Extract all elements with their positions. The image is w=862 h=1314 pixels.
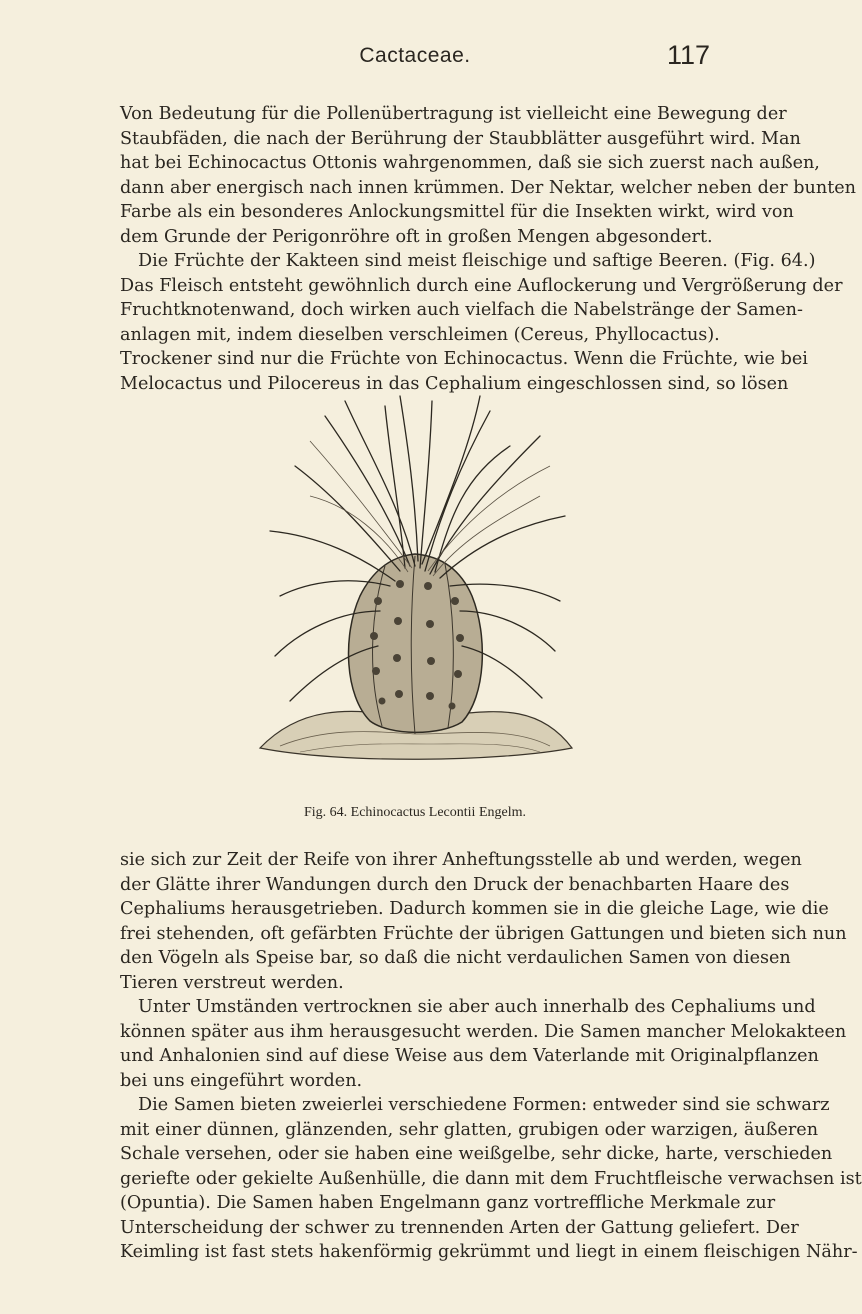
text-line: Tieren verstreut werden. <box>120 972 344 993</box>
text-line: sie sich zur Zeit der Reife von ihrer Anheftungsstelle ab und werden, wegen <box>120 850 802 870</box>
text-line: Die Samen bieten zweierlei verschiedene Formen: entweder sind sie schwarz <box>138 1095 830 1115</box>
text-line: Unter Umständen vertrocknen sie aber auch innerhalb des Cephaliums und <box>138 997 816 1017</box>
page-number: 117 <box>666 40 710 70</box>
text-line: Die Früchte der Kakteen sind meist fleischige und saftige Beeren. (Fig. 64.) <box>138 251 816 271</box>
text-line: (Opuntia). Die Samen haben Engelmann ganz vortreffliche Merkmale zur <box>120 1193 776 1213</box>
text-line: und Anhalonien sind auf diese Weise aus dem Vaterlande mit Originalpflanzen <box>120 1046 819 1066</box>
page-header <box>120 40 710 80</box>
text-line: geriefte oder gekielte Außenhülle, die dann mit dem Fruchtfleische verwachsen ist <box>120 1168 862 1189</box>
text-line: Staubfäden, die nach der Berührung der Staubblätter ausgeführt wird. Man <box>120 128 801 149</box>
bottom-paragraph <box>120 848 862 1265</box>
cactus-illustration <box>250 396 580 786</box>
text-line: Schale versehen, oder sie haben eine weißgelbe, sehr dicke, harte, verschieden <box>120 1144 833 1164</box>
text-line: Unterscheidung der schwer zu trennenden Arten der Gattung geliefert. Der <box>120 1217 799 1238</box>
text-line: Cephaliums herausgetrieben. Dadurch kommen sie in die gleiche Lage, wie die <box>120 899 829 919</box>
text-line: mit einer dünnen, glänzenden, sehr glatten, grubigen oder warzigen, äußeren <box>120 1119 819 1140</box>
text-line: Das Fleisch entsteht gewöhnlich durch eine Auflockerung und Vergrößerung der <box>120 275 843 296</box>
text-line: Fruchtknotenwand, doch wirken auch vielfach die Nabelstränge der Samen- <box>120 300 803 320</box>
text-line: Melocactus und Pilocereus in das Cephalium eingeschlossen sind, so lösen <box>120 373 789 394</box>
text-line: Trockener sind nur die Früchte von Echinocactus. Wenn die Früchte, wie bei <box>120 349 808 369</box>
text-line: bei uns eingeführt worden. <box>120 1070 363 1091</box>
text-line: Farbe als ein besonderes Anlockungsmittel für die Insekten wirkt, wird von <box>120 202 794 222</box>
text-line: frei stehenden, oft gefärbten Früchte der übrigen Gattungen und bieten sich nun <box>120 923 847 944</box>
text-line: anlagen mit, indem dieselben verschleimen (Cereus, Phyllocactus). <box>120 324 720 345</box>
top-paragraph <box>120 102 857 396</box>
text-line: Keimling ist fast stets hakenförmig gekrümmt und liegt in einem fleischigen Nähr- <box>120 1242 858 1262</box>
text-line: Von Bedeutung für die Pollenübertragung ist vielleicht eine Bewegung der <box>120 104 787 124</box>
text-line: können später aus ihm herausgesucht werden. Die Samen mancher Melokakteen <box>120 1021 847 1042</box>
text-line: dann aber energisch nach innen krümmen. Der Nektar, welcher neben der bunten <box>120 177 857 198</box>
text-line: dem Grunde der Perigonröhre oft in großen Mengen abgesondert. <box>120 226 713 247</box>
figure-caption: Fig. 64. Echinocactus Lecontii Engelm. <box>303 805 526 820</box>
text-line: der Glätte ihrer Wandungen durch den Druck der benachbarten Haare des <box>120 874 790 895</box>
running-head: Cactaceae. <box>359 44 471 67</box>
text-line: den Vögeln als Speise bar, so daß die nicht verdaulichen Samen von diesen <box>120 948 791 968</box>
text-line: hat bei Echinocactus Ottonis wahrgenommen, daß sie sich zuerst nach außen, <box>120 153 820 173</box>
